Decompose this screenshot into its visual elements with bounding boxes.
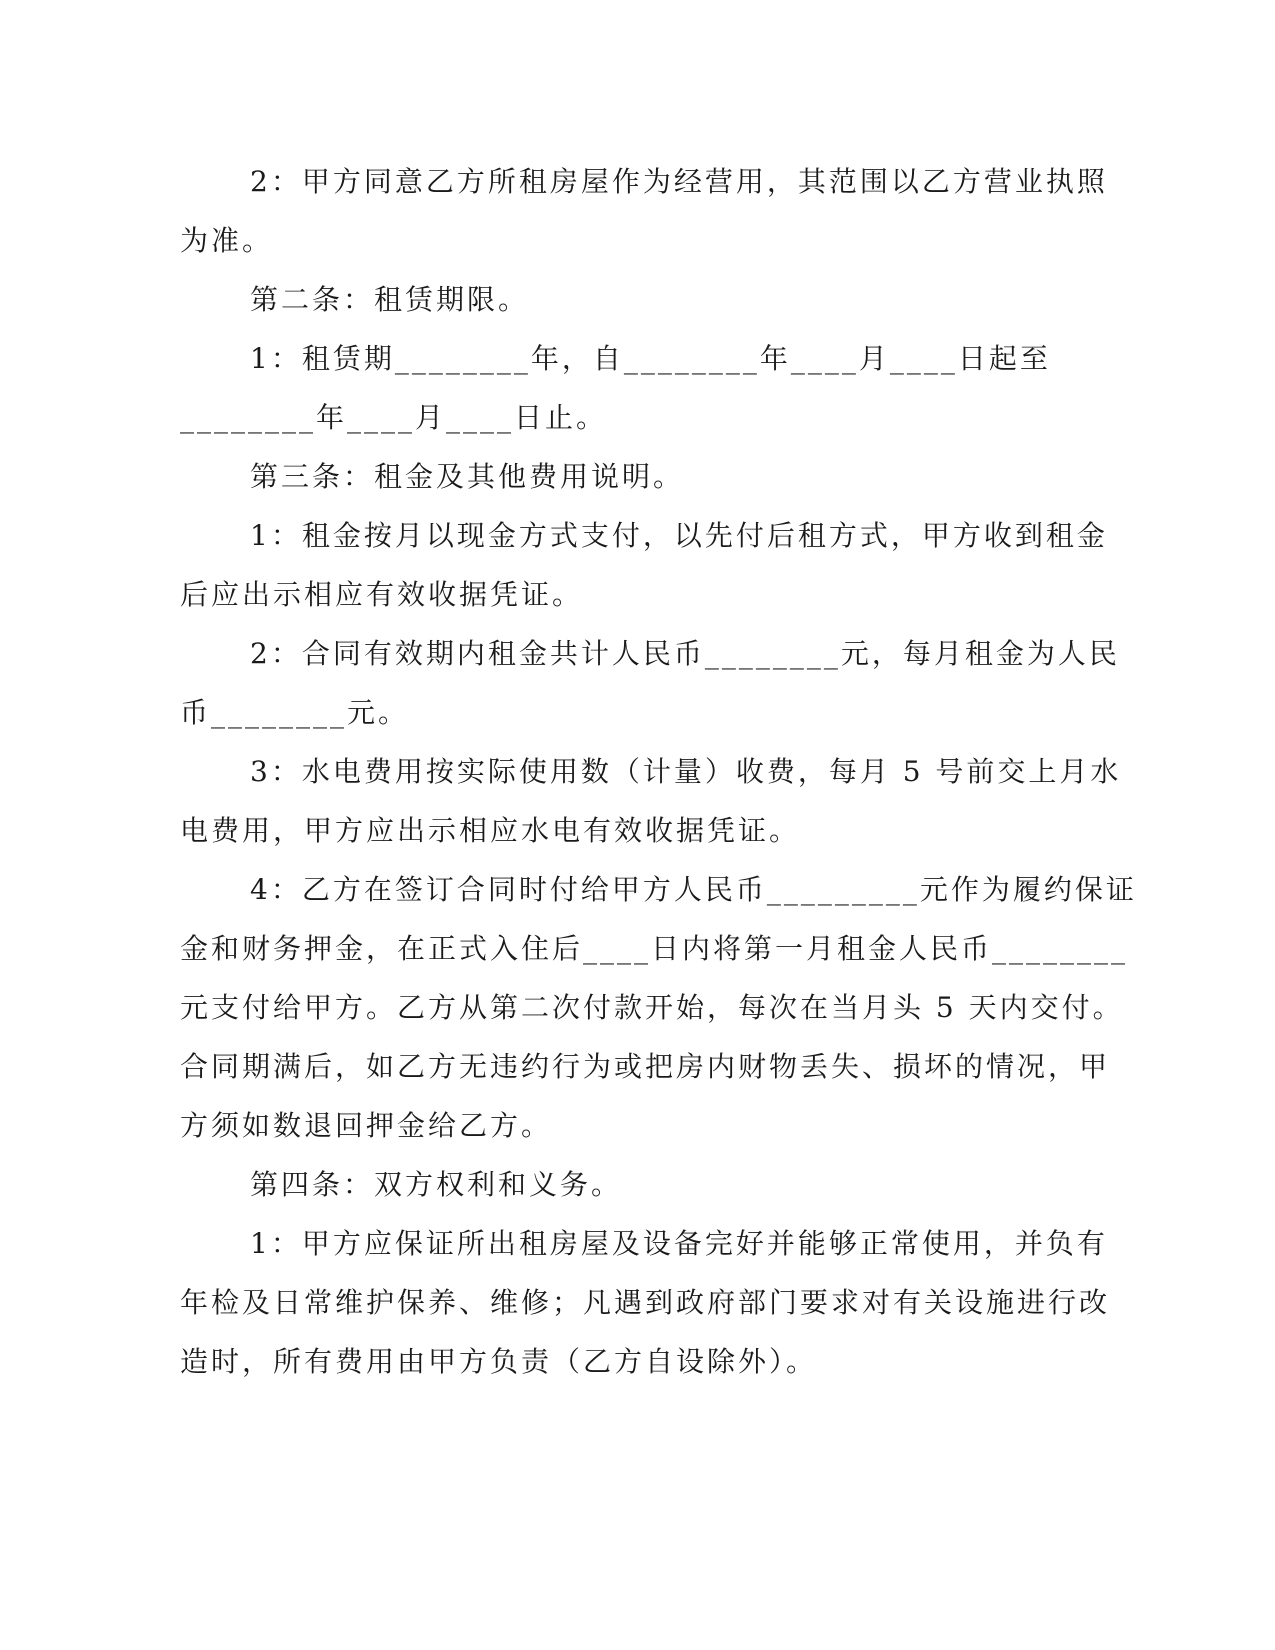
lease-term-line-2: ________年____月____日止。 — [180, 401, 608, 434]
obligation-clause-line-2: 年检及日常维护保养、维修；凡遇到政府部门要求对有关设施进行改 — [180, 1286, 1111, 1319]
deposit-clause-line-1: 4：乙方在签订合同时付给甲方人民币_________元作为履约保证 — [250, 873, 1137, 906]
deposit-clause-line-3: 元支付给甲方。乙方从第二次付款开始，每次在当月头 5 天内交付。 — [180, 991, 1124, 1024]
article-4-heading: 第四条：双方权利和义务。 — [250, 1168, 623, 1201]
rent-clause-2-line-2: 币________元。 — [180, 696, 410, 729]
utility-clause-line-1: 3：水电费用按实际使用数（计量）收费，每月 5 号前交上月水 — [250, 755, 1122, 788]
clause-2-line-1: 2：甲方同意乙方所租房屋作为经营用，其范围以乙方营业执照 — [250, 165, 1108, 198]
article-2-heading: 第二条：租赁期限。 — [250, 283, 530, 316]
lease-term-line-1: 1：租赁期________年，自________年____月____日起至 — [250, 342, 1051, 375]
rent-clause-1-line-1: 1：租金按月以现金方式支付，以先付后租方式，甲方收到租金 — [250, 519, 1108, 552]
obligation-clause-line-3: 造时，所有费用由甲方负责（乙方自设除外）。 — [180, 1345, 818, 1378]
utility-clause-line-2: 电费用，甲方应出示相应水电有效收据凭证。 — [180, 814, 801, 847]
deposit-clause-line-4: 合同期满后，如乙方无违约行为或把房内财物丢失、损坏的情况，甲 — [180, 1050, 1111, 1083]
article-3-heading: 第三条：租金及其他费用说明。 — [250, 460, 685, 493]
deposit-clause-line-5: 方须如数退回押金给乙方。 — [180, 1109, 553, 1142]
rent-clause-1-line-2: 后应出示相应有效收据凭证。 — [180, 578, 584, 611]
clause-2-line-2: 为准。 — [180, 224, 274, 257]
deposit-clause-line-2: 金和财务押金，在正式入住后____日内将第一月租金人民币________ — [180, 932, 1129, 965]
obligation-clause-line-1: 1：甲方应保证所出租房屋及设备完好并能够正常使用，并负有 — [250, 1227, 1108, 1260]
rent-clause-2-line-1: 2：合同有效期内租金共计人民币________元，每月租金为人民 — [250, 637, 1120, 670]
